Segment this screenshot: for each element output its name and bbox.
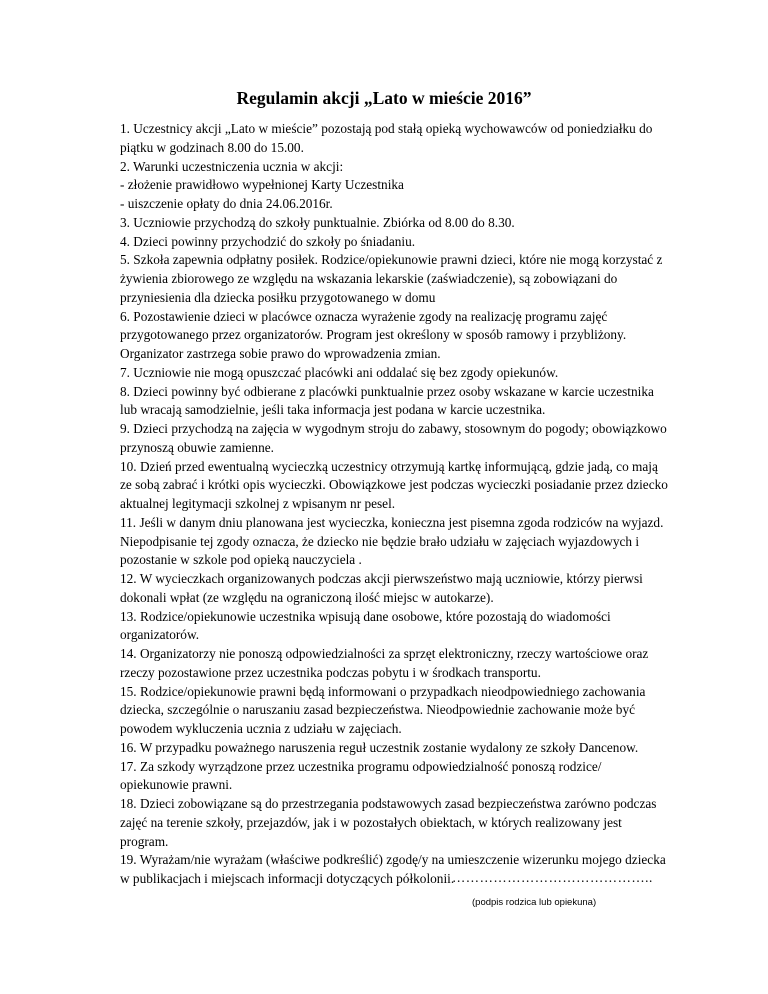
regulation-line: piątku w godzinach 8.00 do 15.00. [120, 139, 304, 155]
regulation-line: aktualnej legitymacji szkolnej z wpisanym nr pesel. [120, 496, 396, 511]
regulation-line: żywienia zbiorowego ze względu na wskazania lekarskie (zaświadczenie), są zobowiązani do [120, 271, 618, 286]
signature-caption: (podpis rodzica lub opiekuna) [472, 897, 597, 908]
regulation-line: 15. Rodzice/opiekunowie prawni będą informowani o przypadkach nieodpowiedniego zachowania [120, 683, 646, 699]
regulation-line: 14. Organizatorzy nie ponoszą odpowiedzialności za sprzęt elektroniczny, rzeczy wartościowe oraz [120, 646, 649, 661]
regulation-line: 13. Rodzice/opiekunowie uczestnika wpisują dane osobowe, które pozostają do wiadomości [120, 608, 611, 624]
regulation-line: organizatorów. [120, 627, 200, 643]
regulation-line: 10. Dzień przed ewentualną wycieczką uczestnicy otrzymują kartkę informującą, gdzie jadą, co mają [120, 458, 658, 474]
regulation-line: dziecka, szczególnie o naruszaniu zasad bezpieczeństwa. Nieodpowiednie zachowanie może być [120, 702, 636, 718]
regulation-line: 11. Jeśli w danym dniu planowana jest wycieczka, konieczna jest pisemna zgoda rodziców na wyjazd. [120, 514, 664, 530]
regulation-line: 19. Wyrażam/nie wyrażam (właściwe podkreślić) zgodę/y na umieszczenie wizerunku mojego dziecka [120, 852, 666, 868]
regulation-line: 17. Za szkody wyrządzone przez uczestnika programu odpowiedzialność ponoszą rodzice/ [120, 758, 602, 774]
regulation-line: 3. Uczniowie przychodzą do szkoły punktualnie. Zbiórka od 8.00 do 8.30. [120, 214, 515, 230]
regulation-line: ze sobą zabrać i krótki opis wycieczki. Obowiązkowe jest podczas wycieczki posiadanie przez dziecko [120, 477, 668, 493]
regulation-line: powodem wykluczenia ucznia z udziału w zajęciach. [120, 721, 402, 736]
regulation-line: 12. W wycieczkach organizowanych podczas akcji pierwszeństwo mają uczniowie, którzy pierwsi [120, 571, 643, 586]
regulation-line: przygotowanego przez organizatorów. Program jest określony w sposób ramowy i przybliżony. [120, 327, 627, 343]
regulation-line: 5. Szkoła zapewnia odpłatny posiłek. Rodzice/opiekunowie prawni dzieci, które nie mogą korzystać z [120, 252, 663, 268]
regulation-line: rzeczy pozostawione przez uczestnika podczas pobytu i w środkach transportu. [120, 664, 541, 680]
regulation-line: 7. Uczniowie nie mogą opuszczać placówki ani oddalać się bez zgody opiekunów. [120, 364, 559, 380]
regulations-body [120, 120, 700, 889]
regulation-line: opiekunowie prawni. [120, 777, 233, 793]
regulation-line: dokonali wpłat (ze względu na ograniczoną ilość miejsc w autokarze). [120, 589, 494, 605]
regulation-line: 8. Dzieci powinny być odbierane z placówki punktualnie przez osoby wskazane w karcie uczestnika [120, 383, 654, 399]
regulation-line: 16. W przypadku poważnego naruszenia reguł uczestnik zostanie wydalony ze szkoły Dancenow. [120, 739, 639, 755]
regulation-line: Niepodpisanie tej zgody oznacza, że dziecko nie będzie brało udziału w zajęciach wyjazdowych i [120, 533, 640, 549]
regulation-line: przyniesienia dla dziecka posiłku przygotowanego w domu [120, 289, 436, 305]
signature-line: …………………………………….. [452, 870, 653, 885]
regulation-line: w publikacjach i miejscach informacji dotyczących półkolonii. [120, 871, 455, 886]
document-title: Regulamin akcji „Lato w mieście 2016” [236, 88, 532, 108]
regulation-line: 2. Warunki uczestniczenia ucznia w akcji: [120, 158, 344, 174]
regulation-line: pozostanie w szkole pod opieką nauczyciela . [120, 552, 362, 568]
regulation-line: - złożenie prawidłowo wypełnionej Karty Uczestnika [120, 177, 404, 193]
regulation-line: 6. Pozostawienie dzieci w placówce oznacza wyrażenie zgody na realizację programu zajęć [120, 308, 608, 324]
regulation-line: 9. Dzieci przychodzą na zajęcia w wygodnym stroju do zabawy, stosownym do pogody; obowiązkowo [120, 421, 667, 436]
regulation-line: lub wracają samodzielnie, jeśli taka informacja jest podana w karcie uczestnika. [120, 402, 546, 418]
regulation-line: - uiszczenie opłaty do dnia 24.06.2016r. [120, 196, 333, 211]
regulation-line: 1. Uczestnicy akcji „Lato w mieście” pozostają pod stałą opieką wychowawców od poniedziałku do [120, 121, 653, 136]
regulation-line: 4. Dzieci powinny przychodzić do szkoły po śniadaniu. [120, 233, 416, 249]
regulation-line: program. [120, 833, 169, 849]
regulation-line: zajęć na terenie szkoły, przejazdów, jak i w pozostałych obiektach, w których realizowany jest [120, 814, 622, 830]
regulation-line: przynoszą obuwie zamienne. [120, 439, 274, 455]
regulation-line: 18. Dzieci zobowiązane są do przestrzegania podstawowych zasad bezpieczeństwa zarówno podczas [120, 796, 657, 811]
regulation-line: Organizator zastrzega sobie prawo do wprowadzenia zmian. [120, 346, 441, 361]
